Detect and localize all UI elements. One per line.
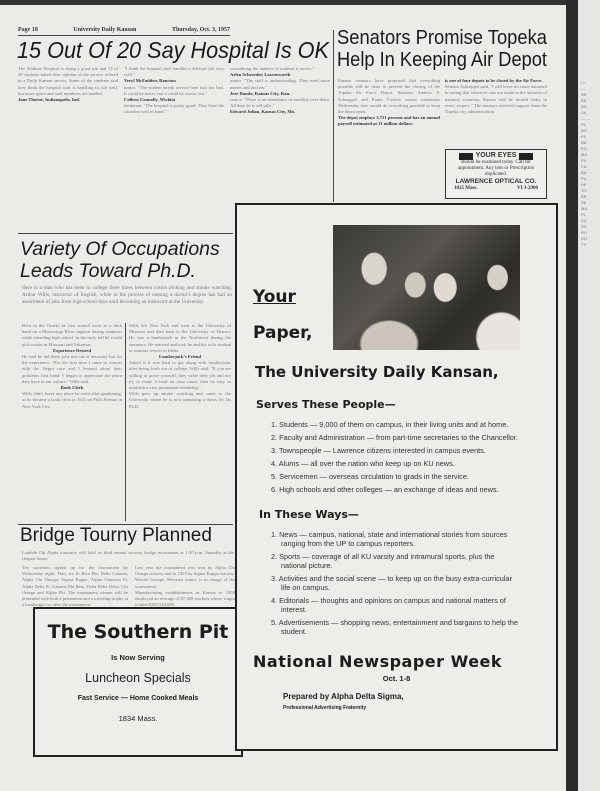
article-text: Kansas senators have promised that everything possible will be done to prevent the closing of the Topeka Air Force Depot. Senators Andrew F. Schoeppel and Frank Carlson issued statements Wednesday they would do everything possible to keep the depot open. [338, 78, 440, 115]
page-number: Page 18 [18, 27, 38, 33]
ways-heading: In These Ways— [259, 508, 359, 521]
ways-list [271, 530, 521, 640]
article-text: Manufacturing establishments in Kansas in 1950 employed an average of 87,389 workers whose wages totaled $282,525,000. [135, 589, 235, 608]
article-text: Born in the Ozarks he first started work as a deck hand on a Mississippi River tugboat during summers while attending high school. In the early fall he would pick cotton in Missouri and Arkansas. [22, 323, 122, 347]
page-binding-edge [566, 0, 578, 791]
headline-line: Help In Keeping Air Depot [337, 48, 548, 71]
headline-line: Senators Promise Topeka [337, 26, 548, 49]
newspaper-week-title: National Newspaper Week [253, 652, 503, 671]
article-text: "I think the hospital staff handles a difficult job very well." [124, 66, 224, 78]
list-item: 4. Editorials — thoughts and opinions on campus and national matters of interest. [271, 596, 506, 614]
people-heading: Serves These People— [256, 398, 396, 411]
list-item: 5. Servicemen — overseas circulation to grads in the service. [271, 472, 469, 481]
folio-line [18, 27, 230, 36]
lawrence-optical-ad [445, 149, 547, 199]
hospital-headline: 15 Out Of 20 Say Hospital Is OK [17, 37, 330, 63]
ad-phone: VI 3-2900 [517, 186, 538, 191]
list-item: 1. Students — 9,000 of them on campus, in their living units and at home. [271, 420, 509, 429]
article-text: junior: "The staff is understanding. They need more nurses and doctors." [230, 78, 330, 90]
article-text: Asked if it was hard to get along with lumberjacks after being fresh out of college, Wills said, "If you are willing to prove yourself, they value their job and not try to make it hard on your route, then its easy to establish a very permanent friendship." [129, 360, 231, 391]
adjacent-page-fragment: ▪ ▪ — BR BE DA DA — — PL NO PE BA RO MA PU CA BA FU HE TO BR SE MA PL SU TH RO DO TY [578, 0, 600, 791]
article-text: Senator Schoeppel said, "I will leave no stone unturned in seeing that whatever cuts are made in the interests of national economy, Kansas will be treated fairly in every respect." The senators received support from the Topeka city administration. [445, 84, 547, 115]
article-text: Wills left New York and went to the University of Missouri and then back to the University of Denver. He was a lumberjack in the Northwest during the summers. He married and took he and his wife worked in summer resorts in Idaho. [129, 323, 231, 353]
people-list [271, 420, 521, 498]
subhead: Experience Desired [52, 347, 92, 353]
bridge-col1: Ten sororities signed up for the tournament by Wednesday night. They are Pi Beta Phi, Delta Gamma, Alpha Chi Omega, Sigma Kappa, Alpha Omicron Pi, Alpha Delta Pi, Gamma Phi Beta, Delta Delta Delta, Chi Omega and Alpha Phi. The tournament winner will be presented with both a permanent and a traveling trophy at a hamburger fry after the tournament. [22, 565, 129, 608]
bridge-headline-wrap [20, 526, 232, 548]
bridge-col2 [135, 565, 235, 608]
article-text: junior: "The student health service here isn't too bad. It could be better, but it could be worse, too." [124, 84, 224, 96]
ad-address: 1834 Mass. [118, 714, 158, 723]
kansan-ad [235, 203, 558, 751]
interviewee-name: Jere Dando, Kansas City, Kan. [230, 90, 291, 96]
article-text: He said he did these jobs not out of necessity but for the experience. "For the first time I came in contact with the Negro race and I learned about their problems first hand. I began to appreciate the place they have in our culture," Wills said. [22, 354, 122, 384]
issue-date: Thursday, Oct. 3, 1957 [171, 27, 230, 33]
newspaper-week-dates: Oct. 1-8 [382, 674, 411, 683]
ad-line: Fast Service — Home Cooked Meals [77, 695, 199, 702]
variety-headline [20, 239, 232, 283]
list-item: 3. Townspeople — Lawrence citizens interested in campus events. [271, 446, 486, 455]
list-item: 4. Alums — all over the nation who keep up on KU news. [271, 459, 455, 468]
list-item: 3. Activities and the social scene — to keep up on the busy extra-curricular life on campus. [271, 574, 512, 592]
column-rule [125, 323, 126, 521]
senators-headline [337, 27, 549, 71]
fraternity-name: Professional Advertising Fraternity [283, 705, 367, 711]
list-item: 2. Sports — coverage of all KU varsity and intramural sports, plus the national picture. [271, 552, 495, 570]
article-text: The Watkins Hospital is doing a good job and 15 of 20 students asked their opinion of the service offered in a Daily Kansan survey. Some of the students said they think the hospital staff is handling its job well, but more space and staff members are needed. [18, 66, 118, 96]
paper-name: University Daily Kansan [73, 27, 137, 33]
variety-col1 [22, 323, 122, 521]
interviewee-name: Jane Thorne, Indianapolis, Ind. [18, 97, 80, 103]
interviewee-name: Veryl McFadden, Rancton [124, 78, 176, 84]
students-photo [333, 225, 520, 350]
article-text: Wills gave up smoke watching and came to the University where he is now preparing a thesis for his Ph.D. [129, 391, 231, 409]
article-text: senior: "There is an abundance of mobility over there. All they do is sell pills." [230, 97, 330, 109]
column-rule [333, 30, 334, 202]
bridge-headline: Bridge Tourny Planned [20, 525, 212, 546]
list-item: 2. Faculty and Administration — from part-time secretaries to the Chancellor. [271, 433, 518, 442]
headline-line: Leads Toward Ph.D. [20, 260, 196, 282]
eyeglasses-icon [519, 153, 533, 160]
prepared-by: Prepared by Alpha Delta Sigma, [283, 692, 404, 701]
ad-paper: Paper, [253, 323, 313, 343]
ad-line: Is Now Serving [111, 653, 165, 662]
ad-your: Your [253, 287, 296, 307]
subhead: Book Clerk [60, 385, 84, 391]
interviewee-name: Edward Julian, Kansas City, Mo. [230, 109, 296, 115]
ad-line: Luncheon Specials [85, 671, 191, 685]
list-item: 1. News — campus, national, state and international stories from sources ranging from the UP to campus reporters. [271, 530, 508, 548]
article-text: considering the number of students it serves." [230, 66, 314, 71]
list-item: 6. High schools and other colleges — an exchange of ideas and news. [271, 485, 499, 494]
senators-article-col2 [445, 78, 547, 144]
ad-title: YOUR EYES [475, 152, 517, 159]
page-top-edge [0, 0, 600, 5]
interviewee-name: Arlen Schroeder, Leavenworth [230, 72, 291, 78]
article-text: freshman: "The hospital is pretty good. They have the situation well in hand." [124, 103, 224, 115]
southern-pit-ad [33, 607, 243, 757]
headline-line: Variety Of Occupations [20, 238, 220, 260]
ad-company: LAWRENCE OPTICAL CO. [455, 178, 537, 185]
ad-body-flow [237, 398, 556, 712]
subhead: Lumberjack's Friend [159, 354, 201, 360]
variety-lead: Here is a man who has been to college three times between cotton picking and smoke watching. Arthur Wills, instructor of English, while in the process of earning a doctor's degree has had an assortment of jobs from high school days until becoming an instructor at the University. [22, 285, 232, 305]
ad-paper-name: The University Daily Kansan, [255, 363, 499, 381]
article-text-bold: is one of four depots to be closed by the Air Force. [445, 78, 543, 83]
ad-address: 1025 Mass. [454, 186, 478, 191]
hospital-headline-wrap [17, 38, 329, 63]
bridge-lead: Lambda Chi Alpha fraternity will hold its third annual sorority bridge tournament at 1:30 p.m. Saturday at the chapter house. [22, 550, 234, 562]
eyeglasses-icon [459, 153, 473, 160]
ad-title: The Southern Pit [47, 621, 229, 643]
article-text: Wills didn't leave any place he went after graduating, as he became a book clerk in 1941 on Fifth Avenue in New York City. [22, 391, 122, 409]
list-item: 5. Advertisements — shopping news, entertainment and bargains to help the student. [271, 618, 519, 636]
variety-col2 [129, 323, 231, 521]
interviewee-name: Colleen Connolly, Wichita [124, 97, 176, 103]
article-text-bold: The depot employs 3,721 persons and has an annual payroll estimated at 11 million dollars. [338, 115, 440, 127]
senators-article-col1 [338, 78, 440, 200]
ad-body: should be examined today. Call for appointment. Any lens or Prescription duplicated. [458, 160, 534, 177]
section-rule [18, 233, 233, 234]
article-text: Last year the tournament was won by Alpha Chi Omega sorority and in 1955 by Sigma Kappa sorority. Warren George, Merriam senior, is in charge of the tournament. [135, 565, 235, 589]
